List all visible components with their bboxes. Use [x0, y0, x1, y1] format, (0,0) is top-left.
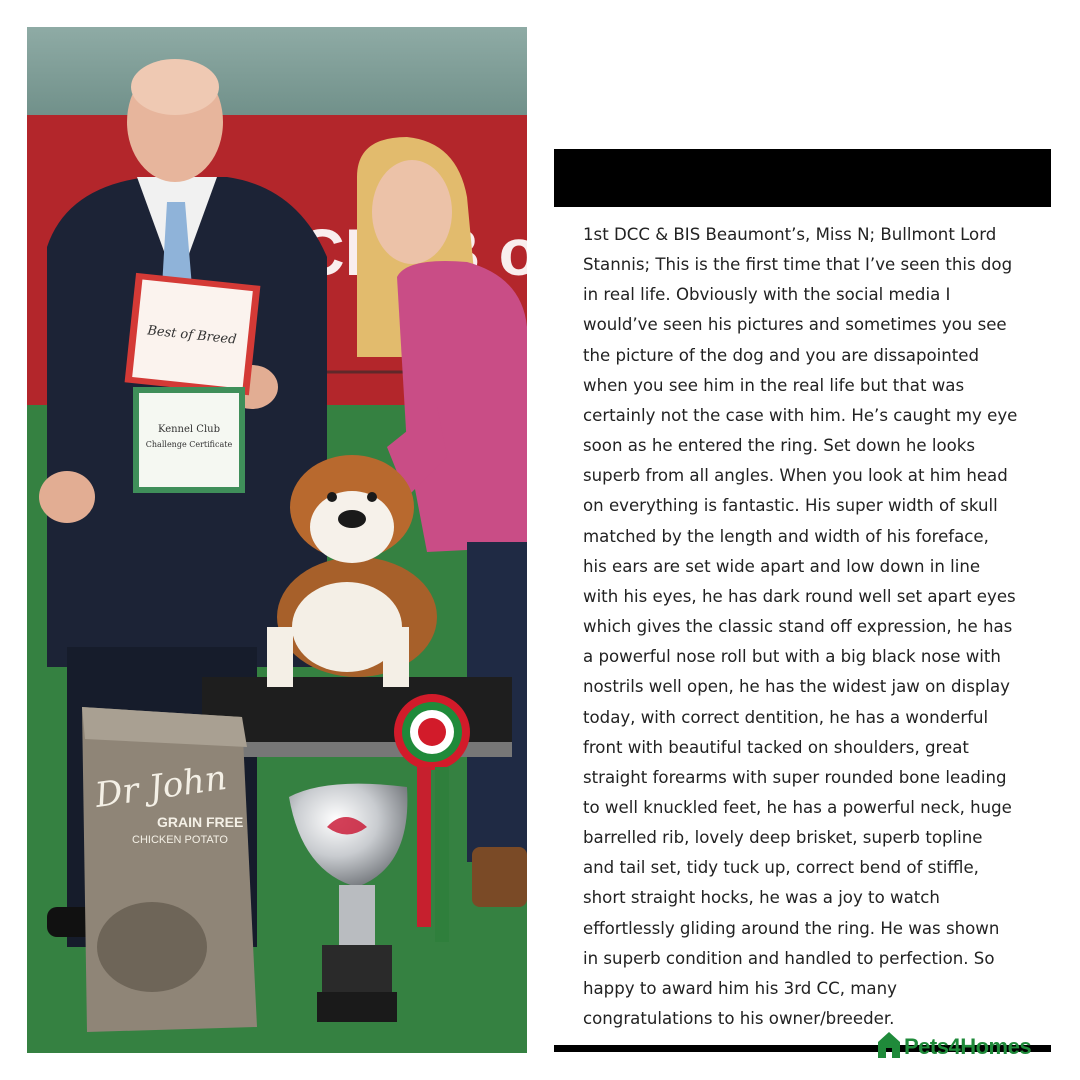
pets4homes-watermark	[876, 1030, 1031, 1064]
critique-line: and tail set, tidy tuck up, correct bend of stiffle,	[583, 858, 979, 878]
dog-show-photo	[27, 27, 561, 1053]
svg-text:Best of Breed: Best of Breed	[146, 323, 238, 348]
critique-line: effortlessly gliding around the ring. He was shown	[583, 918, 1000, 938]
critique-line: 1st DCC & BIS Beaumont’s, Miss N; Bullmont Lord	[583, 225, 997, 244]
judge-critique	[583, 220, 1023, 1034]
critique-line: barrelled rib, lovely deep brisket, superb topline	[583, 828, 983, 848]
critique-line: superb from all angles. When you look at him head	[583, 466, 1008, 486]
critique-line: certainly not the case with him. He’s caught my eye	[583, 405, 1018, 425]
critique-line: in superb condition and handled to perfection. So	[583, 948, 995, 968]
pets4homes-logo-icon	[876, 1030, 902, 1064]
critique-line: front with beautiful tacked on shoulders, great	[583, 737, 969, 757]
svg-text:GRAIN FREE: GRAIN FREE	[157, 814, 244, 830]
challenge-certificate	[133, 387, 245, 493]
critique-line: his ears are set wide apart and low down in line	[583, 556, 981, 576]
critique-line: matched by the length and width of his foreface,	[583, 526, 989, 546]
svg-text:CHICKEN POTATO: CHICKEN POTATO	[132, 834, 228, 846]
critique-line: would’ve seen his pictures and sometimes you see	[583, 315, 1007, 335]
critique-line: with his eyes, he has dark round well set apart eyes	[583, 586, 1016, 606]
banner-text: of	[498, 215, 561, 289]
critique-panel	[554, 149, 1051, 1052]
dog-food-bag	[82, 707, 257, 1032]
critique-line: the picture of the dog and you are dissapointed	[583, 345, 980, 365]
critique-line: which gives the classic stand off expression, he has	[583, 617, 1013, 637]
critique-line: today, with correct dentition, he has a wonderful	[583, 707, 989, 727]
critique-line: on everything is fantastic. His super width of skull	[583, 496, 998, 516]
best-of-breed-certificate	[125, 273, 261, 395]
critique-line: in real life. Obviously with the social media I	[583, 285, 951, 305]
critique-line: congratulations to his owner/breeder.	[583, 1009, 895, 1029]
critique-line: to well knuckled feet, he has a powerful neck, huge	[583, 797, 1012, 817]
critique-line: when you see him in the real life but that was	[583, 375, 965, 395]
svg-text:Kennel Club: Kennel Club	[158, 424, 220, 435]
critique-line: straight forearms with super rounded bone leading	[583, 767, 1007, 787]
critique-line: soon as he entered the ring. Set down he looks	[583, 436, 976, 456]
critique-line: short straight hocks, he was a joy to watch	[583, 888, 940, 908]
watermark-text: Pets4Homes	[904, 1034, 1032, 1059]
redaction-bar	[554, 149, 1051, 207]
critique-line: a powerful nose roll but with a big black nose with	[583, 647, 1001, 667]
critique-line: nostrils well open, he has the widest jaw on display	[583, 677, 1010, 697]
critique-line: Stannis; This is the first time that I’ve seen this dog	[583, 255, 1013, 275]
critique-line: happy to award him his 3rd CC, many	[583, 978, 897, 998]
svg-text:Dr John: Dr John	[92, 757, 230, 816]
svg-text:Challenge Certificate: Challenge Certificate	[145, 440, 233, 449]
